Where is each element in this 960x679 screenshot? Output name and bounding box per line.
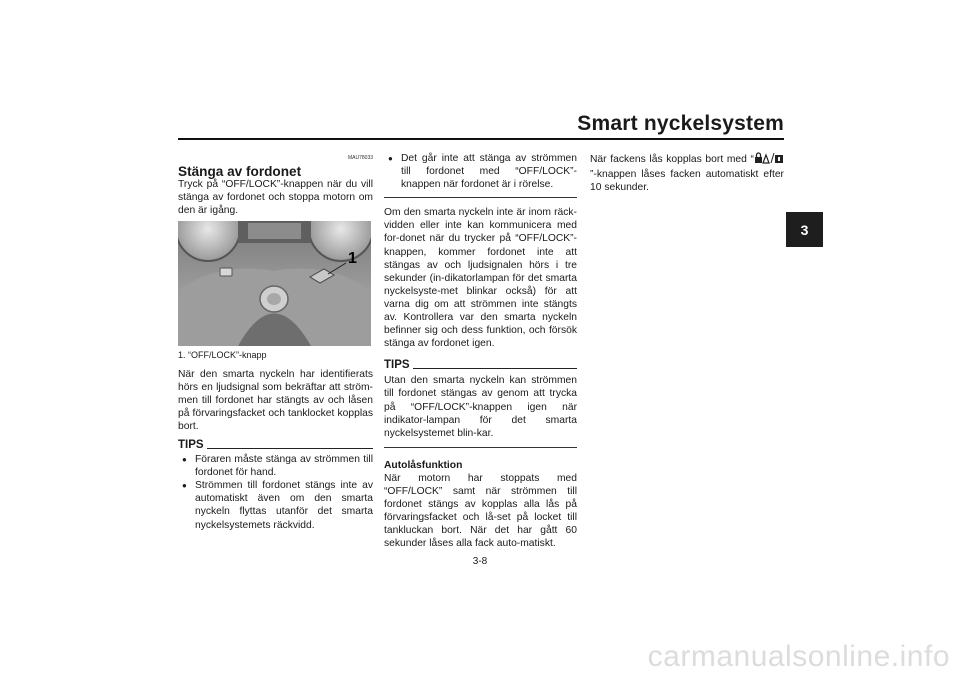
tips-paragraph: Utan den smarta nyckeln kan strömmen till fordonet stängas av genom att trycka på “OFF/LOCK”-knappen igen när indikator-lampan för det smarta nyckelsystemet blin-kar. (384, 375, 577, 439)
watermark: carmanualsonline.info (647, 640, 950, 673)
tips-rule (413, 368, 577, 369)
tips-header (178, 439, 373, 451)
autolock-heading: Autolåsfunktion (384, 459, 463, 471)
tips-item: ● Det går inte att stänga av strömmen till fordonet med “OFF/LOCK”-knappen när fordonet är i rörelse. (388, 153, 577, 191)
autolock-paragraph: När motorn har stoppats med “OFF/LOCK” samt när strömmen till fordonet stängs av kopplas alla lås på förvaringsfacket och lå-set på locket till tankluckan bort. När det har gått 60 sekunder låses alla fack auto-matiskt. (384, 472, 577, 550)
right-column (590, 152, 784, 194)
intro-paragraph: Tryck på “OFF/LOCK”-knappen när du vill stänga av fordonet och stoppa motorn om den är igång. (178, 179, 373, 217)
chapter-tab: 3 (786, 212, 823, 247)
out-of-range-paragraph: Om den smarta nyckeln inte är inom räck-vidden eller inte kan kommunicera med for-donet när du trycker på “OFF/LOCK”-knappen, kommer fordonet inte att stängas av och ljudsignalen hörs i tre sekunder (in-dikatorlampan för det smarta nyckelsyste-met blinkar också) för att varna dig om att strömmen inte stängts av. Kontrollera var den smarta nyckeln befinner sig och dess funktion, och försök stänga av fordonet igen. (384, 207, 577, 350)
handlebar-illustration (178, 221, 371, 346)
bullet-icon: ● (182, 455, 187, 465)
tips-rule (207, 448, 373, 449)
lock-release-paragraph: När fackens lås kopplas bort med “”-knappen låses facken automatiskt efter 10 sekunder. (590, 154, 784, 194)
lock-release-icon (754, 152, 784, 168)
middle-column (384, 152, 577, 550)
tips-label: TIPS (178, 439, 204, 452)
bullet-icon: ● (388, 154, 393, 163)
figure-caption: 1. “OFF/LOCK”-knapp (178, 350, 267, 361)
tips-label: TIPS (384, 359, 410, 372)
tips-item: ● Föraren måste stänga av strömmen till fordonet för hand. (182, 454, 373, 479)
bullet-icon: ● (182, 481, 187, 491)
tips-end-rule (384, 447, 577, 448)
tips-item: ● Strömmen till fordonet stängs inte av automatiskt även om den smarta nyckeln flyttas utanför det smarta nyckelsystemets räckvidd. (182, 480, 373, 531)
tips-list-continued (384, 152, 577, 191)
section-heading: Stänga av fordonet (178, 164, 302, 180)
tips-header (384, 359, 577, 371)
section-code: MAU78033 (347, 155, 373, 161)
left-column (178, 152, 373, 532)
tips-list (178, 453, 373, 532)
header-rule (178, 138, 784, 140)
page-title: Smart nyckelsystem (577, 112, 784, 135)
handlebar-photo (178, 221, 371, 346)
tips-end-rule (384, 197, 577, 198)
confirm-paragraph: När den smarta nyckeln har identifierats hörs en ljudsignal som bekräftar att ström-men till fordonet har stängts av och låsen på förvaringsfacket och tanklocket kopplas bort. (178, 368, 373, 432)
page-number: 3-8 (472, 556, 488, 567)
callout-number: 1 (348, 250, 357, 268)
